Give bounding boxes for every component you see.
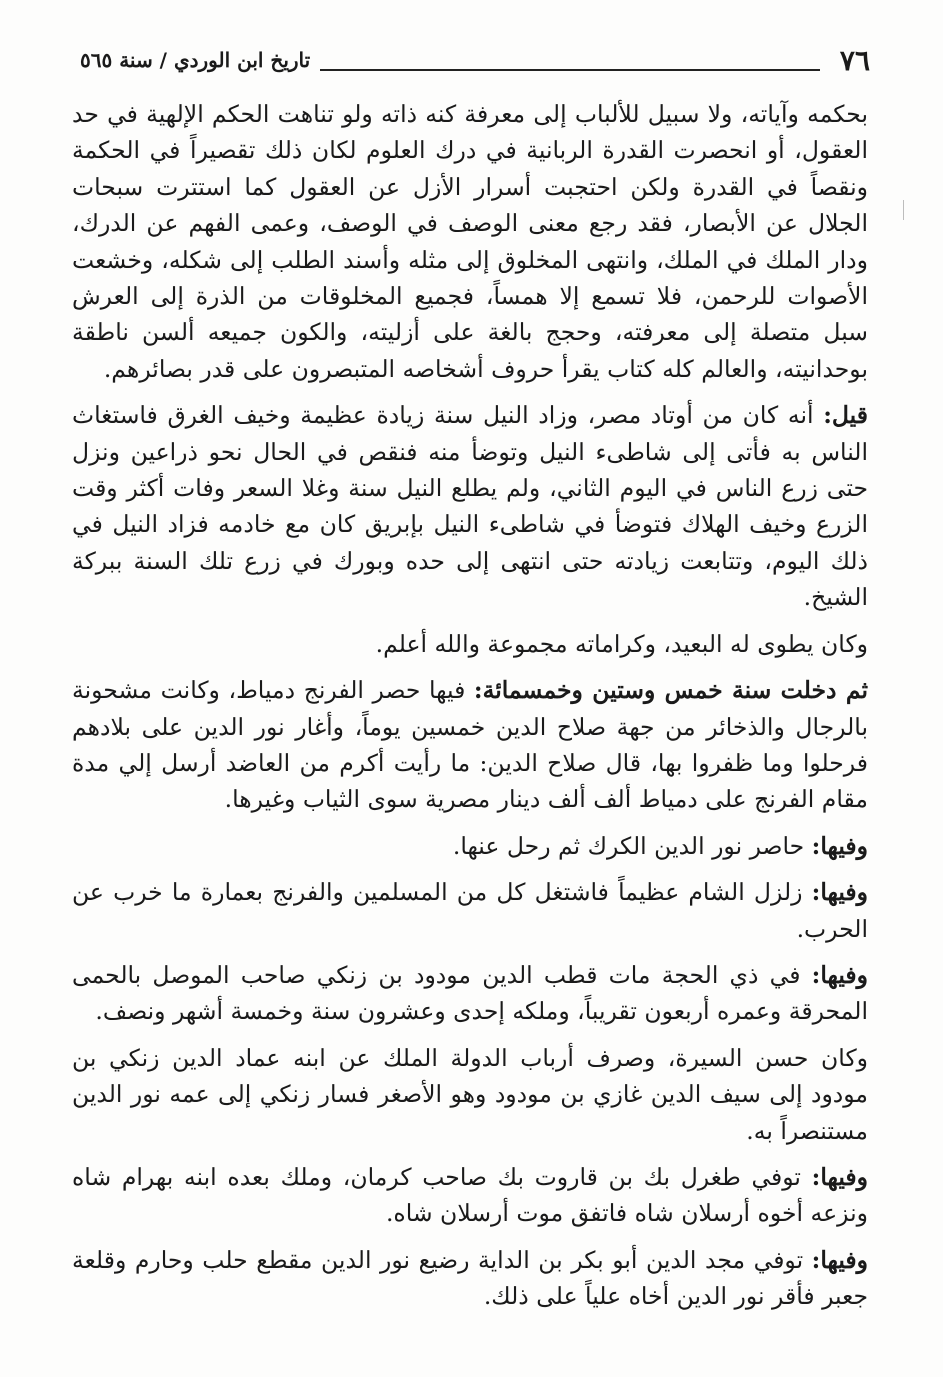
paragraph-lead: وفيها: <box>811 960 868 989</box>
page-header <box>80 38 870 82</box>
paragraph-3: وكان يطوى له البعيد، وكراماته مجموعة والله أعلم. <box>375 629 868 658</box>
paragraph-lead: وفيها: <box>811 878 868 907</box>
scan-mark <box>903 200 904 220</box>
paragraph-7: وفيها: في ذي الحجة مات قطب الدين مودود بن زنكي صاحب الموصل بالحمى المحرقة وعمره أربعون تقريباً، وملكه إحدى وعشرون سنة وخمسة أشهر ونصف. <box>72 960 868 1026</box>
paragraph-9: وفيها: توفي طغرل بك بن قاروت بك صاحب كرمان، وملك بعده ابنه بهرام شاه ونزعه أخوه أرسلان شاه فاتفق موت أرسلان شاه. <box>72 1162 868 1228</box>
paragraph-4: ثم دخلت سنة خمس وستين وخمسمائة: فيها حصر الفرنج دمياط، وكانت مشحونة بالرجال والذخائر من جهة صلاح الدين خمسين يوماً، وأغار نور الدين على بلادهم فرحلوا وما ظفروا بها، قال صلاح الدين: ما رأيت أكرم من العاضد أرسل إلي مدة مقام الفرنج على دمياط ألف ألف دينار مصرية سوى الثياب وغيرها. <box>72 676 869 814</box>
paragraph-1: بحكمه وآياته، ولا سبيل للألباب إلى معرفة كنه ذاته ولو تناهت الحكم الإلهية في حد العقول، أو انحصرت القدرة الربانية في درك العلوم لكان ذلك تقصيراً في الحكمة ونقصاً في القدرة ولكن احتجبت أسرار الأزل عن العقول كما استترت سبحات الجلال عن الأبصار، فقد رجع معنى الوصف في الوصف، وعمى الفهم عن الدرك، ودار الملك في الملك، وانتهى المخلوق إلى مثله وأسند الطلب إلى شكله، وخشعت الأصوات للرحمن، فلا تسمع إلا همساً، فجميع المخلوقات من الذرة إلى العرش سبل متصلة إلى معرفته، وحجج بالغة على أزليته، والكون جميعه ألسن ناطقة بوحدانيته، والعالم كله كتاب يقرأ حروف أشخاصه المتبصرون على قدر بصائرهم. <box>72 100 868 383</box>
paragraph-8: وكان حسن السيرة، وصرف أرباب الدولة الملك عن ابنه عماد الدين زنكي بن مودود إلى سيف الدين غازي بن مودود وهو الأصغر فسار زنكي إلى عمه نور الدين مستنصراً به. <box>72 1043 868 1145</box>
page-number: ٧٦ <box>839 43 870 77</box>
paragraph-lead: وفيها: <box>811 1245 868 1274</box>
paragraph-2: قيل: أنه كان من أوتاد مصر، وزاد النيل سنة زيادة عظيمة وخيف الغرق فاستغاث الناس به فأتى إلى شاطىء النيل وتوضأ منه فنقص في الحال نحو ذراعين ونزل حتى زرع الناس في اليوم الثاني، ولم يطلع النيل سنة وغلا السعر وفات أكثر وقت الزرع وخيف الهلاك فتوضأ في شاطىء النيل بإبريق كان مع خادمه فزاد النيل في ذلك اليوم، وتتابعت زيادته حتى انتهى إلى حده وبورك في زرع تلك السنة ببركة الشيخ. <box>72 401 868 612</box>
paragraph-10: وفيها: توفي مجد الدين أبو بكر بن الداية رضيع نور الدين مقطع حلب وحارم وقلعة جعبر فأقر نور الدين أخاه علياً على ذلك. <box>72 1245 868 1311</box>
paragraph-lead: ثم دخلت سنة خمس وستين وخمسمائة: <box>473 676 869 705</box>
paragraph-lead: وفيها: <box>811 1162 868 1191</box>
paragraph-lead: قيل: <box>823 401 868 430</box>
paragraph-6: وفيها: زلزل الشام عظيماً فاشتغل كل من المسلمين والفرنج بعمارة ما خرب عن الحرب. <box>72 878 868 943</box>
page-body <box>72 96 868 1325</box>
header-rule <box>320 69 820 71</box>
running-title: تاريخ ابن الوردي / سنة ٥٦٥ <box>80 48 311 72</box>
paragraph-5: وفيها: حاصر نور الدين الكرك ثم رحل عنها. <box>452 831 868 860</box>
paragraph-lead: وفيها: <box>811 831 868 860</box>
